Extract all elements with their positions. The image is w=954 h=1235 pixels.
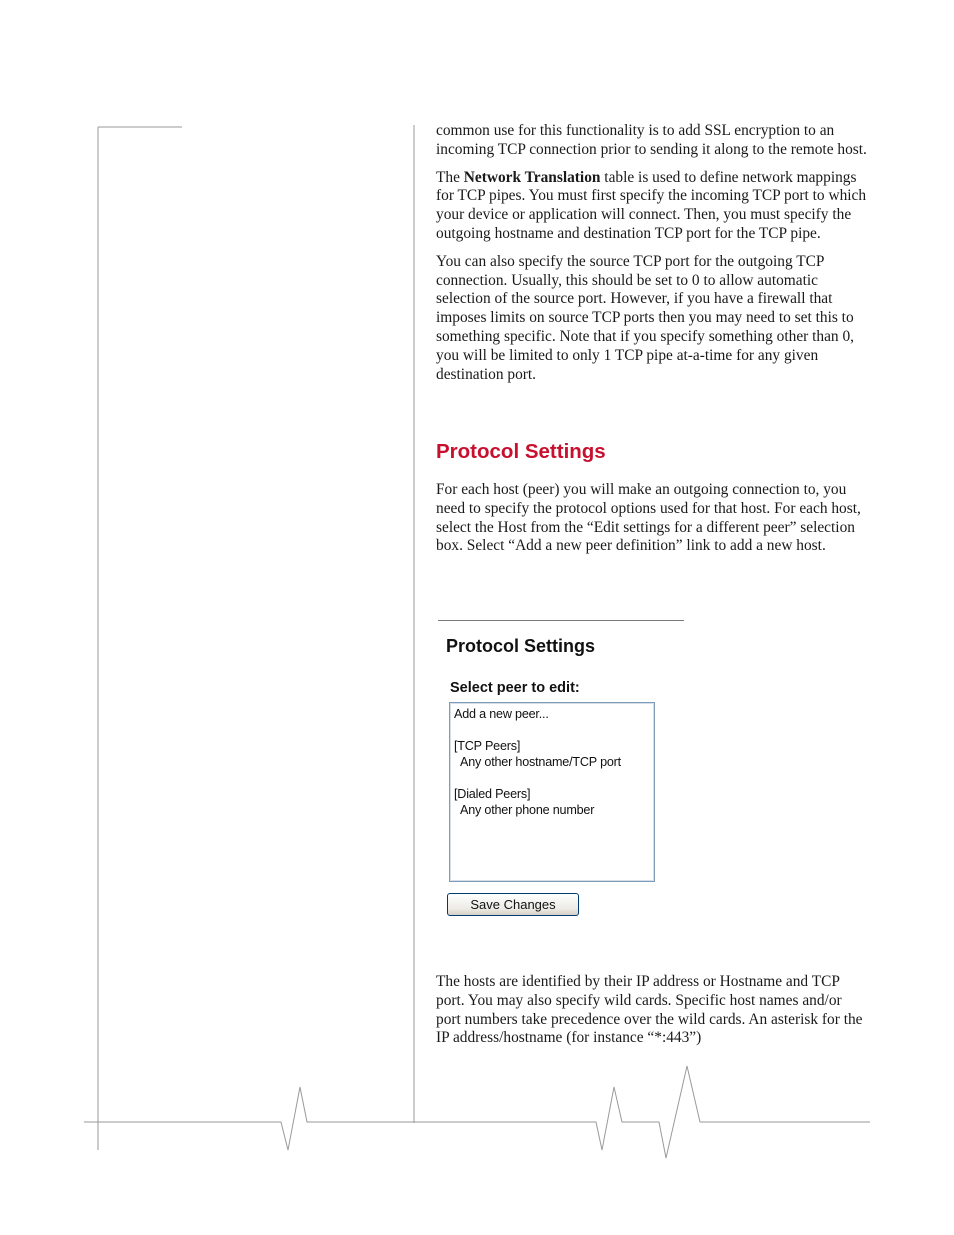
body-text-section — [436, 481, 868, 565]
paragraph-hosts-wildcards: The hosts are identified by their IP address or Hostname and TCP port. You may also specify wild cards. Specific host names and/or port numbers take precedence over the wild cards. An asterisk for the IP address/hostname (for instance “*:443”) — [436, 973, 863, 1047]
list-item-add-peer[interactable]: Add a new peer... — [454, 707, 549, 721]
list-item-any-phone[interactable]: Any other phone number — [460, 803, 595, 817]
select-peer-label: Select peer to edit: — [450, 680, 580, 696]
paragraph-network-translation: The Network Translation table is used to define network mappings for TCP pipes. You must first specify the incoming TCP port to which your device or application will connect. Then, you must specify the outgoing hostname and destination TCP port for the TCP pipe. — [436, 168, 867, 242]
list-item-blank — [454, 770, 650, 786]
section-heading: Protocol Settings — [436, 440, 606, 463]
list-item-any-hostname[interactable]: Any other hostname/TCP port — [460, 755, 621, 769]
body-text-top — [436, 122, 868, 393]
body-text-bottom — [436, 973, 868, 1057]
paragraph-source-port: You can also specify the source TCP port for the outgoing TCP connection. Usually, this should be set to 0 to allow automatic selection of the source port. However, if you have a firewall that imposes limits on source TCP ports then you may need to set this to something specific. Note that if you specify something other than 0, you will be limited to only 1 TCP pipe at-a-time for any given destination port. — [436, 252, 855, 383]
paragraph-ssl: common use for this functionality is to add SSL encryption to an incoming TCP connection prior to sending it along to the remote host. — [436, 122, 867, 158]
list-item-blank — [454, 722, 650, 738]
save-changes-button[interactable]: Save Changes — [447, 893, 579, 916]
list-item-tcp-peers-group[interactable]: [TCP Peers] — [454, 739, 521, 753]
screenshot-title: Protocol Settings — [446, 636, 596, 656]
network-translation-term: Network Translation — [463, 168, 601, 186]
paragraph-peer-instructions: For each host (peer) you will make an outgoing connection to, you need to specify the protocol options used for that host. For each host, select the Host from the “Edit settings for a different peer” selection box. Select “Add a new peer definition” link to add a new host. — [436, 481, 861, 555]
figure-top-rule — [438, 620, 684, 621]
footer-waveform-line — [84, 1066, 870, 1158]
peer-select-list[interactable] — [449, 702, 655, 882]
list-item-dialed-peers-group[interactable]: [Dialed Peers] — [454, 787, 531, 801]
